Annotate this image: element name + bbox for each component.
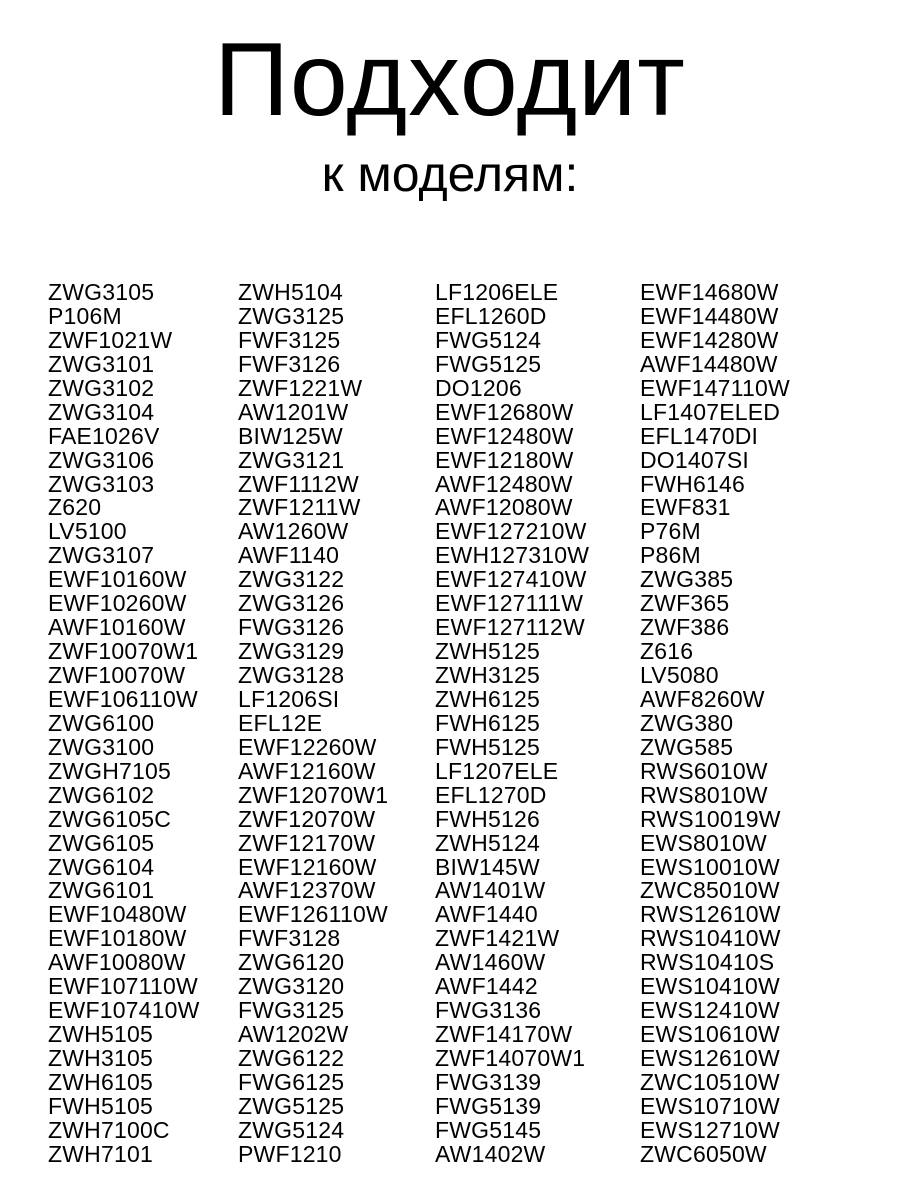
model-item: FWG5124: [435, 326, 542, 353]
model-item: ZWH5125: [435, 638, 540, 665]
model-item: P106M: [48, 302, 122, 329]
model-item: EWF12480W: [435, 422, 574, 449]
model-item: EWF12160W: [238, 853, 377, 880]
model-item: ZWF14170W: [435, 1021, 573, 1048]
model-item: ZWG5124: [238, 1116, 345, 1143]
model-item: EWF10160W: [48, 566, 187, 593]
page-title: Подходит: [214, 22, 686, 138]
model-item: AWF12080W: [435, 494, 573, 521]
model-item: EFL1470DI: [640, 422, 759, 449]
model-item: EWF107110W: [48, 973, 198, 1000]
model-item: EWF127210W: [435, 518, 587, 545]
model-item: EWF10480W: [48, 901, 187, 928]
model-item: ZWG3103: [48, 470, 155, 497]
model-item: ZWG3128: [238, 662, 345, 688]
model-item: AWF10160W: [48, 614, 186, 641]
model-item: RWS8010W: [640, 781, 768, 808]
model-item: EFL12E: [238, 709, 323, 736]
model-item: ZWH5104: [238, 279, 343, 305]
model-item: EWS12410W: [640, 997, 780, 1024]
model-item: FWG3136: [435, 997, 542, 1024]
model-item: EWH127310W: [435, 542, 590, 569]
model-item: LF1207ELE: [435, 757, 559, 784]
model-item: FAE1026V: [48, 422, 160, 449]
model-item: ZWG3104: [48, 398, 155, 425]
model-item: ZWG3102: [48, 374, 155, 401]
model-item: ZWC10510W: [640, 1068, 780, 1095]
model-item: ZWF365: [640, 590, 730, 617]
model-item: ZWH5124: [435, 829, 540, 856]
model-item: ZWF12070W: [238, 805, 376, 832]
model-item: AWF12480W: [435, 470, 573, 497]
model-item: EWF10260W: [48, 590, 187, 617]
model-item: ZWC85010W: [640, 877, 780, 904]
model-item: FWG3139: [435, 1068, 542, 1095]
model-item: EWF831: [640, 494, 731, 521]
model-item: AW1202W: [238, 1021, 349, 1048]
model-item: EWF107410W: [48, 997, 200, 1024]
model-item: ZWGH7105: [48, 757, 172, 784]
model-item: EWS8010W: [640, 829, 767, 856]
model-item: ZWF1421W: [435, 925, 560, 952]
model-item: FWG3125: [238, 997, 345, 1024]
model-item: AWF12160W: [238, 757, 376, 784]
model-item: ZWC6050W: [640, 1140, 767, 1167]
model-item: FWF3125: [238, 326, 341, 353]
model-item: AWF1442: [435, 973, 538, 1000]
model-item: ZWG6120: [238, 949, 345, 976]
model-item: AW1201W: [238, 398, 349, 425]
model-item: DO1407SI: [640, 446, 749, 473]
model-item: AW1260W: [238, 518, 349, 545]
model-item: ZWG3121: [238, 446, 345, 473]
model-item: ZWH5105: [48, 1021, 153, 1048]
model-item: ZWG385: [640, 566, 734, 593]
model-item: ZWF10070W1: [48, 638, 199, 665]
model-item: ZWG3125: [238, 302, 345, 329]
model-item: ZWG3107: [48, 542, 155, 569]
model-item: FWG6125: [238, 1068, 345, 1095]
model-item: ZWG6102: [48, 781, 155, 808]
model-item: AWF1440: [435, 901, 538, 928]
model-item: ZWF1112W: [238, 470, 359, 497]
model-item: ZWG3129: [238, 638, 345, 665]
model-list: [0, 281, 900, 1181]
model-item: AWF12370W: [238, 877, 376, 904]
model-item: LV5080: [640, 662, 719, 688]
model-item: FWH6146: [640, 470, 745, 497]
model-item: AWF8260W: [640, 685, 765, 712]
model-item: EWF14480W: [640, 302, 779, 329]
model-item: EWS10410W: [640, 973, 780, 1000]
model-item: EFL1270D: [435, 781, 547, 808]
model-item: ZWG6122: [238, 1045, 345, 1071]
model-item: RWS10410S: [640, 949, 775, 976]
model-item: ZWG6105C: [48, 805, 172, 832]
model-item: ZWG3101: [48, 350, 155, 377]
model-item: FWH6125: [435, 709, 540, 736]
model-item: RWS10410W: [640, 925, 781, 952]
model-item: EWS12610W: [640, 1045, 780, 1071]
model-item: EWF147110W: [640, 374, 790, 401]
model-column-2: [238, 281, 388, 1167]
model-item: ZWG3105: [48, 279, 155, 305]
model-item: ZWG3120: [238, 973, 345, 1000]
model-item: AWF10080W: [48, 949, 186, 976]
model-item: DO1206: [435, 374, 522, 401]
model-item: ZWF12070W1: [238, 781, 389, 808]
model-item: ZWG3126: [238, 590, 345, 617]
model-item: RWS6010W: [640, 757, 768, 784]
model-item: ZWG3100: [48, 733, 155, 760]
model-item: FWH5126: [435, 805, 540, 832]
model-item: EWS10010W: [640, 853, 780, 880]
model-column-4: [640, 281, 790, 1167]
model-item: FWG5145: [435, 1116, 542, 1143]
model-item: AWF14480W: [640, 350, 778, 377]
model-item: ZWH7101: [48, 1140, 153, 1167]
model-item: LF1206ELE: [435, 279, 559, 305]
model-item: FWG5139: [435, 1092, 542, 1119]
model-item: EWS12710W: [640, 1116, 780, 1143]
model-item: ZWG6100: [48, 709, 155, 736]
model-item: ZWF14070W1: [435, 1045, 586, 1071]
model-item: BIW125W: [238, 422, 343, 449]
model-item: AW1402W: [435, 1140, 546, 1167]
model-item: PWF1210: [238, 1140, 342, 1167]
model-item: FWH5105: [48, 1092, 153, 1119]
model-item: ZWH6125: [435, 685, 540, 712]
model-item: ZWF10070W: [48, 662, 186, 688]
model-item: ZWH6105: [48, 1068, 153, 1095]
model-item: EWS10710W: [640, 1092, 780, 1119]
model-item: EWF106110W: [48, 685, 198, 712]
model-item: P86M: [640, 542, 701, 569]
model-item: FWH5125: [435, 733, 540, 760]
model-item: EWF14680W: [640, 279, 779, 305]
model-item: EWF126110W: [238, 901, 388, 928]
model-item: EWF127112W: [435, 614, 585, 641]
model-item: ZWG6101: [48, 877, 155, 904]
model-item: ZWF1021W: [48, 326, 173, 353]
model-item: ZWG380: [640, 709, 734, 736]
model-item: AW1401W: [435, 877, 546, 904]
model-item: ZWG5125: [238, 1092, 345, 1119]
model-item: FWF3128: [238, 925, 341, 952]
model-item: ZWG3122: [238, 566, 345, 593]
model-item: LV5100: [48, 518, 127, 545]
model-item: EWF10180W: [48, 925, 187, 952]
model-item: ZWG6105: [48, 829, 155, 856]
model-item: ZWH3125: [435, 662, 540, 688]
model-item: EWF127111W: [435, 590, 584, 617]
model-item: EWF12180W: [435, 446, 574, 473]
model-item: LF1407ELED: [640, 398, 781, 425]
model-item: LF1206SI: [238, 685, 340, 712]
model-item: AW1460W: [435, 949, 546, 976]
model-item: Z616: [640, 638, 694, 665]
model-item: EWF14280W: [640, 326, 779, 353]
model-item: ZWF1211W: [238, 494, 361, 521]
page-subtitle: к моделям:: [321, 146, 579, 202]
model-column-1: [48, 281, 200, 1167]
model-item: AWF1140: [238, 542, 340, 569]
model-item: ZWF12170W: [238, 829, 376, 856]
model-item: RWS12610W: [640, 901, 781, 928]
model-item: FWG5125: [435, 350, 542, 377]
model-item: ZWG6104: [48, 853, 155, 880]
model-item: BIW145W: [435, 853, 540, 880]
model-item: ZWF386: [640, 614, 730, 641]
model-item: ZWH7100C: [48, 1116, 170, 1143]
model-item: RWS10019W: [640, 805, 781, 832]
model-item: EWF127410W: [435, 566, 587, 593]
model-item: ZWF1221W: [238, 374, 363, 401]
model-item: Z620: [48, 494, 102, 521]
model-item: EWS10610W: [640, 1021, 780, 1048]
model-item: P76M: [640, 518, 701, 545]
model-column-3: [435, 281, 589, 1167]
model-item: FWF3126: [238, 350, 341, 377]
model-item: ZWG3106: [48, 446, 155, 473]
model-item: EFL1260D: [435, 302, 547, 329]
model-item: ZWH3105: [48, 1045, 153, 1071]
model-item: ZWG585: [640, 733, 734, 760]
model-item: FWG3126: [238, 614, 345, 641]
model-item: EWF12260W: [238, 733, 377, 760]
model-item: EWF12680W: [435, 398, 574, 425]
